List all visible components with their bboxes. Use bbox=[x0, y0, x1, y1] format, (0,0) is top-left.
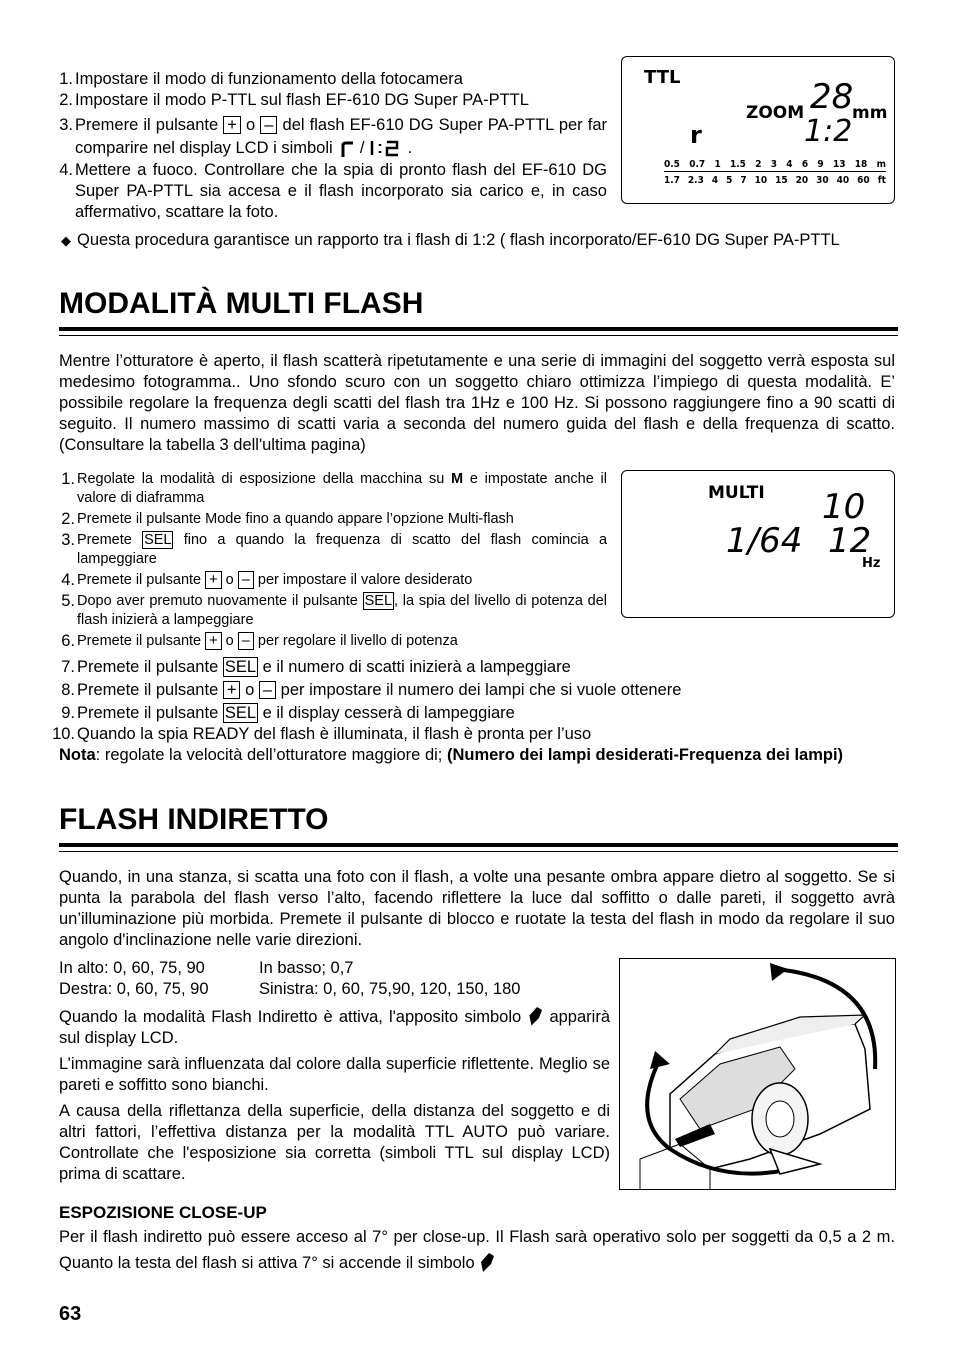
lcd-power-value: 1/64 bbox=[726, 521, 803, 561]
sel-key-symbol: SEL bbox=[224, 658, 257, 676]
multi-flash-steps bbox=[59, 470, 607, 651]
lcd-ft-scale-label: 5 bbox=[726, 175, 733, 186]
flash-indiretto-intro: Quando, in una stanza, si scatta una foto con il flash, a volte una pesante ombra appare dietro al soggetto. Se si punta la parabola del flash verso l’alto, facendo riflettere la luce dal soffitto o dalle pareti, il soggetto avrà un’illuminazione più morbida. Premete il pulsante di blocco e ruotate la testa del flash in modo da regolare il suo angolo d'inclinazione nelle varie direzioni. bbox=[59, 868, 895, 949]
lcd-hz-label: Hz bbox=[862, 556, 881, 571]
multi-step-7: 7. Premete il pulsante SEL e il numero di scatti inizierà a lampeggiare bbox=[61, 658, 571, 676]
section-rule-2 bbox=[59, 843, 898, 852]
bounce-angles bbox=[59, 958, 619, 1000]
sel-key-symbol: SEL bbox=[144, 532, 172, 548]
lcd-ft-scale-label: 20 bbox=[795, 175, 809, 186]
top-step-4: 4. Mettere a fuoco. Controllare che la spia di pronto flash del EF-610 DG Super PA-PTTL sia accesa e il flash incorporato sia carico e, in caso affermativo, scattare la foto. bbox=[59, 161, 607, 221]
lcd-zoom-value: 28 bbox=[810, 77, 854, 117]
lcd-m-scale-label: 3 bbox=[770, 159, 778, 170]
lcd-ft-scale bbox=[664, 174, 886, 187]
lcd-ft-scale-label: 60 bbox=[857, 175, 870, 186]
lcd-m-scale-label: 0.7 bbox=[689, 159, 706, 170]
lcd-m-scale-label: 9 bbox=[817, 159, 824, 170]
sel-key-symbol: SEL bbox=[364, 593, 393, 609]
lcd-m-scale-label: 6 bbox=[801, 159, 809, 170]
flash-head-illustration bbox=[619, 958, 896, 1190]
multi-step-10: 10. Quando la spia READY del flash è illuminata, il flash è pronta per l’uso bbox=[52, 725, 592, 743]
lcd-meter-scale bbox=[664, 158, 886, 187]
lcd-ft-scale-label: 10 bbox=[754, 175, 768, 186]
lcd-m-scale-label: m bbox=[876, 159, 886, 170]
lcd-ft-scale-label: 7 bbox=[740, 175, 747, 186]
lcd-m-scale-label: 4 bbox=[786, 159, 793, 170]
sel-key-symbol: SEL bbox=[224, 704, 257, 722]
lcd-frequency-value: 12 bbox=[828, 521, 872, 561]
multi-step-6: 6. Premete il pulsante + o – per regolare il livello di potenza bbox=[61, 632, 458, 650]
plus-key-symbol: + bbox=[223, 681, 241, 699]
lcd-ft-scale-label: 2.3 bbox=[687, 175, 704, 186]
multi-step-5: 5. Dopo aver premuto nuovamente il pulsante SEL , la spia del livello di potenza del flash inizierà a lampeggiare bbox=[61, 592, 608, 628]
section-title-flash-indiretto: FLASH INDIRETTO bbox=[59, 803, 329, 836]
lcd-m-scale bbox=[664, 158, 886, 172]
lcd-m-scale-label: 1.5 bbox=[729, 159, 746, 170]
plus-key-symbol: + bbox=[205, 632, 221, 650]
angles-row-2: Destra: 0, 60, 75, 90 Sinistra: 0, 60, 75,90, 120, 150, 180 bbox=[59, 980, 521, 998]
close-up-heading: ESPOZISIONE CLOSE-UP bbox=[59, 1203, 267, 1222]
lcd-ft-scale-label: ft bbox=[877, 175, 886, 186]
exposure-check-paragraph: A causa della riflettanza della superficie, della distanza del soggetto e di altri fattori, l’effettiva distanza per la modalità TTL AUTO può variare. Controllate che l'esposizione sia corretta (simboli TTL sul display LCD) prima di scattare. bbox=[59, 1102, 610, 1183]
lcd-multi-label: MULTI bbox=[708, 483, 765, 503]
lcd-m-scale-label: 18 bbox=[854, 159, 868, 170]
bounce-symbol-icon bbox=[527, 1004, 543, 1028]
multi-step-9: 9. Premete il pulsante SEL e il display cesserà di lampeggiare bbox=[61, 704, 515, 722]
lcd-ratio-value: 1:2 bbox=[804, 114, 853, 149]
lcd-display-multi bbox=[621, 470, 895, 618]
section-title-multi-flash: MODALITÀ MULTI FLASH bbox=[59, 287, 424, 320]
minus-key-symbol: – bbox=[238, 632, 254, 650]
lcd-mm-label: mm bbox=[852, 103, 888, 123]
section-rule-1 bbox=[59, 327, 898, 336]
lcd-m-scale-label: 13 bbox=[832, 159, 846, 170]
close-up-text: Per il flash indiretto può essere acceso al 7° per close-up. Il Flash sarà operativo solo per soggetti da 0,5 a 2 m. Quanto la testa del flash si attiva 7° si accende il simbolo bbox=[59, 1228, 895, 1272]
lcd-m-scale-label: 1 bbox=[714, 159, 721, 170]
multi-step-3: 3. Premete SEL fino a quando la frequenza di scatto del flash comincia a lampeggiare bbox=[61, 531, 608, 567]
ratio-note: ◆ Questa procedura garantisce un rapporto tra i flash di 1:2 ( flash incorporato/EF-610 DG Super PA-PTTL bbox=[61, 231, 840, 249]
multi-flash-nota: Nota: regolate la velocità dell’otturatore maggiore di; (Numero dei lampi desiderati-Frequenza dei lampi) bbox=[59, 746, 844, 764]
lcd-ft-scale-label: 30 bbox=[816, 175, 829, 186]
lcd-ttl-label: TTL bbox=[644, 67, 681, 88]
lcd-r-symbol: r bbox=[690, 121, 702, 149]
flash-indiretto-body bbox=[59, 1004, 610, 1185]
top-step-2: 2. Impostare il modo P-TTL sul flash EF-610 DG Super PA-PTTL bbox=[59, 91, 529, 109]
minus-key-symbol: – bbox=[259, 681, 276, 699]
lcd-zoom-label: ZOOM bbox=[746, 103, 805, 123]
angles-row-1: In alto: 0, 60, 75, 90 In basso; 0,7 bbox=[59, 959, 354, 977]
minus-key-symbol: – bbox=[260, 116, 277, 134]
minus-key-symbol: – bbox=[238, 571, 254, 589]
r-symbol-icon bbox=[341, 141, 355, 157]
reflective-color-paragraph: L’immagine sarà influenzata dal colore dalla superficie riflettente. Meglio se pareti e soffitto sono bianchi. bbox=[59, 1055, 610, 1094]
plus-key-symbol: + bbox=[205, 571, 221, 589]
lcd-ft-scale-label: 15 bbox=[775, 175, 788, 186]
multi-step-2: 2. Premete il pulsante Mode fino a quando appare l’opzione Multi-flash bbox=[61, 510, 514, 528]
plus-key-symbol: + bbox=[223, 116, 241, 134]
multi-step-4: 4. Premete il pulsante + o – per impostare il valore desiderato bbox=[61, 571, 473, 589]
page-number: 63 bbox=[59, 1303, 82, 1325]
lcd-count-value: 10 bbox=[822, 487, 866, 527]
multi-flash-steps-wide bbox=[52, 657, 895, 766]
multi-step-1: 1. Regolate la modalità di esposizione della macchina su M e impostate anche il valore di diaframma bbox=[61, 470, 607, 506]
top-step-3: 3. Premere il pulsante + o – del flash EF-610 DG Super PA-PTTL per far comparire nel display LCD i simboli / . bbox=[59, 116, 607, 157]
multi-flash-intro: Mentre l’otturatore è aperto, il flash scatterà ripetutamente e una serie di immagini del soggetto verrà esposta sul medesimo fotogramma.. Uno sfondo scuro con un soggetto chiaro ottimizza l’impiego di questa modalità. E’ possibile regolare la frequenza degli scatti del flash tra 1Hz e 100 Hz. Si possono raggiungere fino a 90 scatti di seguito. Il numero massimo di scatti varia a seconda del numero guida del flash e della frequenza di scatto. (Consultare la tabella 3 dell'ultima pagina) bbox=[59, 352, 895, 454]
lcd-ft-scale-label: 1.7 bbox=[664, 175, 680, 186]
lcd-ft-scale-label: 4 bbox=[711, 175, 719, 186]
diamond-bullet-icon: ◆ bbox=[61, 233, 71, 248]
bounce-flash-drawing bbox=[620, 959, 895, 1189]
top-step-1: 1. Impostare il modo di funzionamento della fotocamera bbox=[59, 70, 463, 88]
ratio-symbol-icon bbox=[369, 139, 403, 157]
lcd-m-scale-label: 2 bbox=[755, 159, 762, 170]
multi-step-8: 8. Premete il pulsante + o – per impostare il numero dei lampi che si vuole ottenere bbox=[61, 681, 682, 699]
lcd-m-scale-label: 0.5 bbox=[664, 159, 680, 170]
lcd-ft-scale-label: 40 bbox=[836, 175, 850, 186]
top-steps bbox=[57, 69, 607, 223]
bounce-symbol-icon bbox=[479, 1250, 495, 1274]
bounce-symbol-paragraph: Quando la modalità Flash Indiretto è attiva, l'apposito simbolo apparirà sul display LCD. bbox=[59, 1004, 610, 1049]
lcd-display-ttl-ratio bbox=[621, 56, 895, 204]
